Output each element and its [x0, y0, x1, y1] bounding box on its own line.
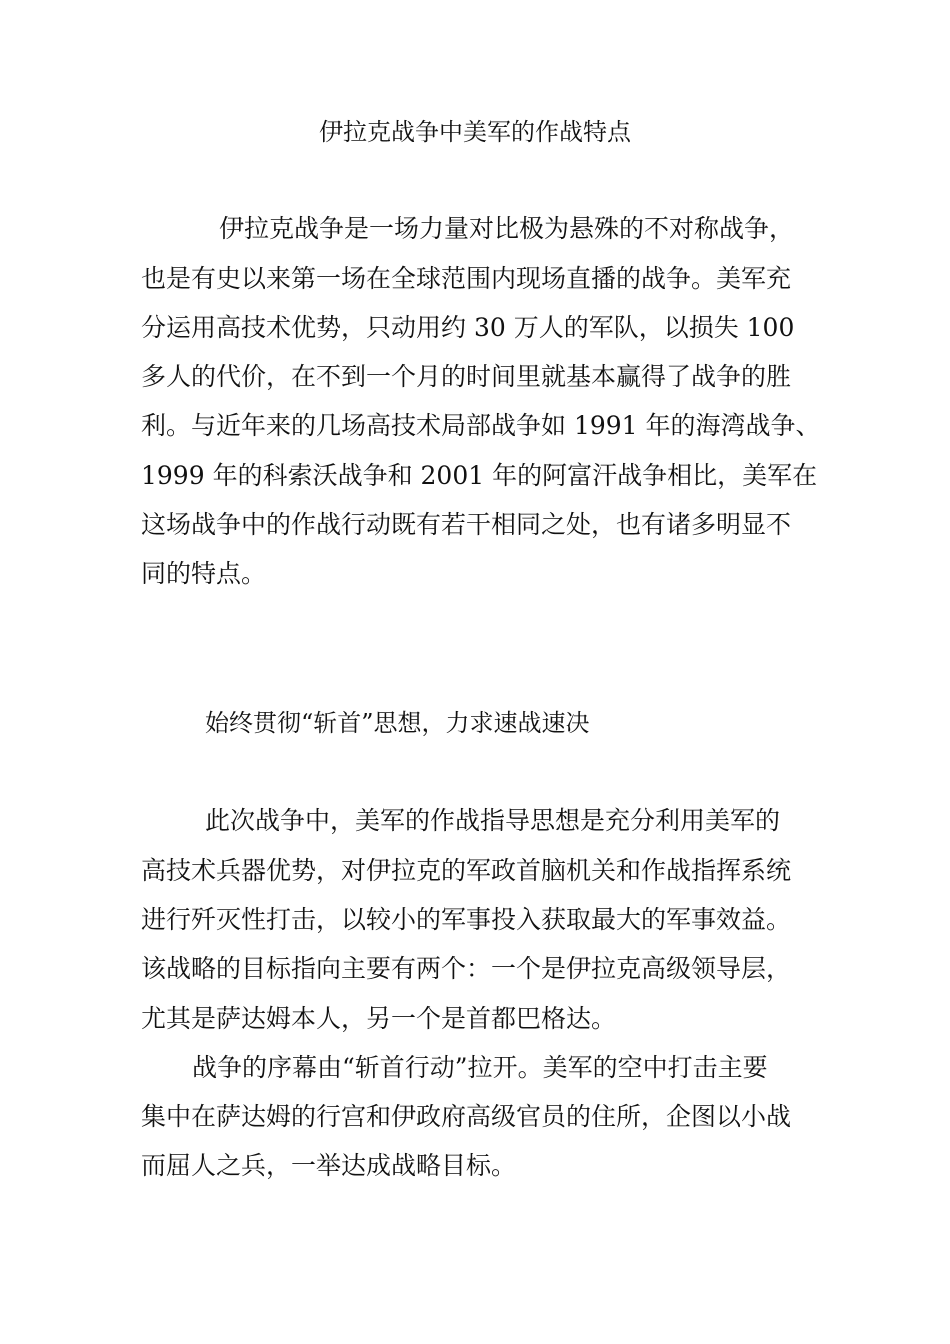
intro-line-3: 分运用高技术优势，只动用约 30 万人的军队，以损失 100: [141, 313, 795, 342]
intro-line-1: 伊拉克战争是一场力量对比极为悬殊的不对称战争，: [219, 214, 795, 243]
section-line-2: 高技术兵器优势，对伊拉克的军政首脑机关和作战指挥系统: [141, 856, 792, 885]
section-line-5: 尤其是萨达姆本人，另一个是首都巴格达。: [141, 1004, 617, 1033]
section-line-3: 进行歼灭性打击，以较小的军事投入获取最大的军事效益。: [141, 905, 792, 934]
intro-line-6: 1999 年的科索沃战争和 2001 年的阿富汗战争相比，美军在: [141, 461, 818, 490]
document-title: 伊拉克战争中美军的作战特点: [319, 118, 631, 146]
section-heading: 始终贯彻“斩首”思想，力求速战速决: [205, 709, 590, 737]
intro-line-4: 多人的代价，在不到一个月的时间里就基本赢得了战争的胜: [141, 362, 792, 391]
section-line-7: 集中在萨达姆的行宫和伊政府高级官员的住所，企图以小战: [141, 1102, 792, 1131]
section-line-6: 战争的序幕由“斩首行动”拉开。美军的空中打击主要: [192, 1053, 768, 1082]
intro-line-5: 利。与近年来的几场高技术局部战争如 1991 年的海湾战争、: [141, 411, 821, 440]
intro-line-8: 同的特点。: [141, 559, 267, 588]
intro-line-2: 也是有史以来第一场在全球范围内现场直播的战争。美军充: [141, 264, 792, 293]
intro-line-7: 这场战争中的作战行动既有若干相同之处，也有诸多明显不: [141, 510, 792, 539]
section-line-4: 该战略的目标指向主要有两个：一个是伊拉克高级领导层，: [141, 954, 792, 983]
section-line-8: 而屈人之兵，一举达成战略目标。: [141, 1151, 517, 1180]
section-line-1: 此次战争中，美军的作战指导思想是充分利用美军的: [205, 806, 781, 835]
